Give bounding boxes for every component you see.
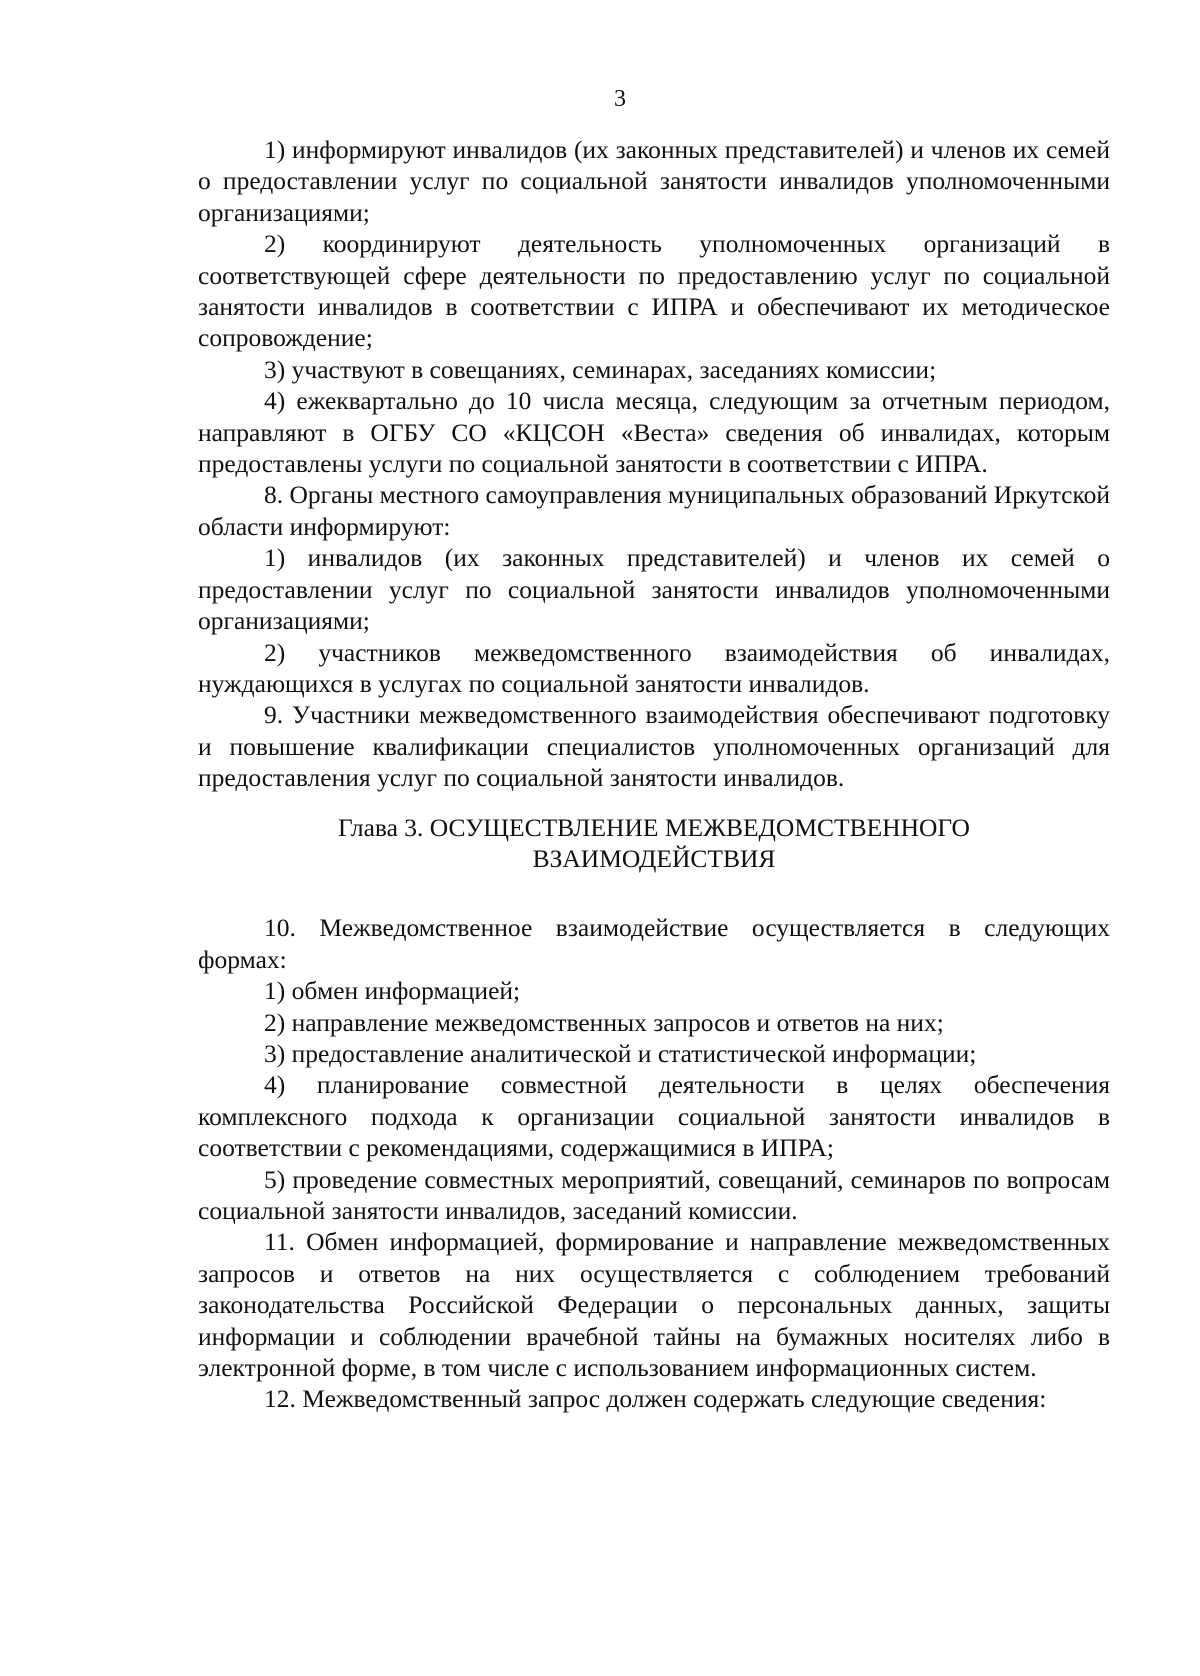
paragraph: 1) информируют инвалидов (их законных представителей) и членов их семей о предоставлении услуг по социальной занятости инвалидов уполномоченными организациями; [198,135,1110,227]
paragraph: 9. Участники межведомственного взаимодействия обеспечивают подготовку и повышение квалификации специалистов уполномоченных организаций для предоставления услуг по социальной занятости инвалидов. [198,700,1110,793]
paragraph: 3) участвуют в совещаниях, семинарах, заседаниях комиссии; [264,354,937,384]
paragraph: 2) участников межведомственного взаимодействия об инвалидах, нуждающихся в услугах по социальной занятости инвалидов. [198,637,1110,698]
document-body [198,134,1110,1415]
paragraph: 1) инвалидов (их законных представителей) и членов их семей о предоставлении услуг по социальной занятости инвалидов уполномоченными организациями; [198,543,1110,636]
paragraph: 8. Органы местного самоуправления муниципальных образований Иркутской области информируют: [198,480,1110,541]
paragraph: 10. Межведомственное взаимодействие осуществляется в следующих формах: [198,913,1110,974]
paragraph: 12. Межведомственный запрос должен содержать следующие сведения: [264,1384,1047,1414]
paragraph: 11. Обмен информацией, формирование и направление межведомственных запросов и ответов на них осуществляется с соблюдением требований законодательства Российской Федерации о персональных данных, защиты информации и соблюдении врачебной тайны на бумажных носителях либо в электронной форме, в том числе с использованием информационных систем. [198,1227,1110,1383]
paragraph: 4) планирование совместной деятельности в целях обеспечения комплексного подхода к организации социальной занятости инвалидов в соответствии с рекомендациями, содержащимися в ИПРА; [198,1070,1110,1163]
paragraph: 2) направление межведомственных запросов и ответов на них; [264,1007,944,1037]
chapter-heading-line-2: ВЗАИМОДЕЙСТВИЯ [532,843,776,873]
paragraph: 5) проведение совместных мероприятий, совещаний, семинаров по вопросам социальной занятости инвалидов, заседаний комиссии. [198,1164,1110,1225]
paragraph: 4) ежеквартально до 10 числа месяца, следующим за отчетным периодом, направляют в ОГБУ СО «КЦСОН «Веста» сведения об инвалидах, которым предоставлены услуги по социальной занятости в соответствии с ИПРА. [198,386,1110,479]
chapter-heading [198,812,1110,875]
chapter-heading-line-1: Глава 3. ОСУЩЕСТВЛЕНИЕ МЕЖВЕДОМСТВЕННОГО [338,812,970,842]
paragraph: 2) координируют деятельность уполномоченных организаций в соответствующей сфере деятельности по предоставлению услуг по социальной занятости инвалидов в соответствии с ИПРА и обеспечивают их методическое сопровождение; [198,229,1110,353]
page-number: 3 [614,86,626,112]
paragraph: 1) обмен информацией; [264,976,521,1006]
paragraph: 3) предоставление аналитической и статистической информации; [264,1038,977,1068]
